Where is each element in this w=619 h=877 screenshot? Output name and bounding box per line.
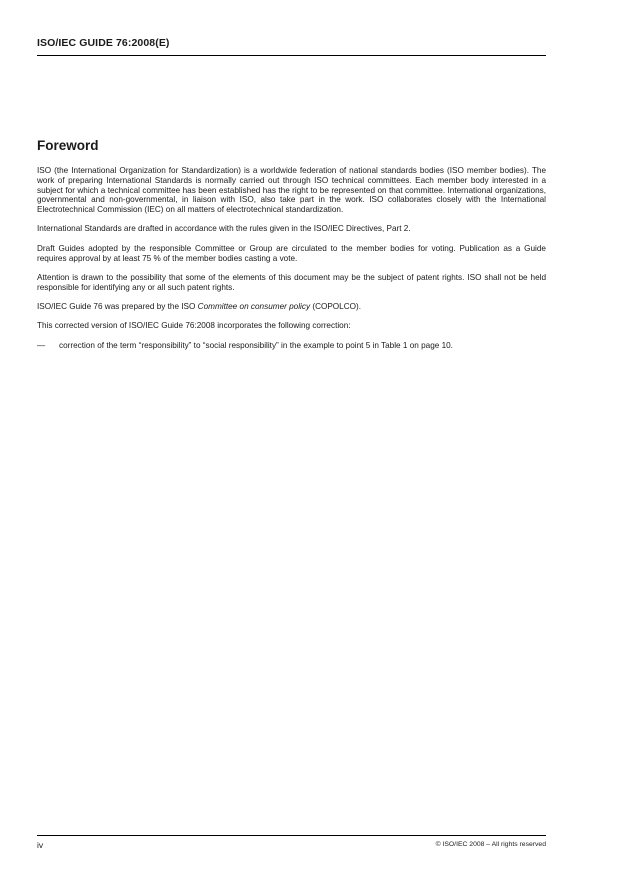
prepared-by-text: ISO/IEC Guide 76 was prepared by the ISO — [37, 301, 198, 311]
paragraph-drafting-rules: International Standards are drafted in accordance with the rules given in the ISO/IEC Directives, Part 2. — [37, 224, 411, 234]
copyright-notice: © ISO/IEC 2008 – All rights reserved — [435, 841, 546, 848]
paragraph-voting: Draft Guides adopted by the responsible Committee or Group are circulated to the member bodies for voting. Publication as a Guide requires approval by at least 75 % of the member bodies casting a vote. — [37, 243, 546, 263]
list-dash: — — [37, 340, 46, 350]
committee-abbrev: (COPOLCO). — [310, 301, 362, 311]
page-number: iv — [37, 840, 44, 850]
foreword-heading: Foreword — [37, 138, 99, 153]
foreword-section — [37, 138, 546, 350]
page-footer — [37, 835, 546, 850]
paragraph-patent-rights: Attention is drawn to the possibility that some of the elements of this document may be the subject of patent rights. ISO shall not be held responsible for identifying any or all such patent rights. — [37, 272, 546, 292]
document-id-header: ISO/IEC GUIDE 76:2008(E) — [37, 37, 170, 49]
correction-text: correction of the term “responsibility” to “social responsibility” in the example to point 5 in Table 1 on page 10. — [59, 340, 453, 350]
correction-list-item — [37, 341, 546, 351]
paragraph-iso-intro: ISO (the International Organization for Standardization) is a worldwide federation of national standards bodies (ISO member bodies). The work of preparing International Standards is normally carried out through ISO technical committees. Each member body interested in a subject for which a technical committee has been established has the right to be represented on that committee. International organizations, governmental and non-governmental, in liaison with ISO, also take part in the work. ISO collaborates closely with the International Electrotechnical Commission (IEC) on all matters of electrotechnical standardization. — [37, 166, 546, 215]
page-header — [37, 37, 546, 56]
paragraph-correction-intro: This corrected version of ISO/IEC Guide 76:2008 incorporates the following correction: — [37, 321, 351, 331]
paragraph-prepared-by — [37, 302, 546, 312]
committee-name: Committee on consumer policy — [197, 301, 311, 311]
